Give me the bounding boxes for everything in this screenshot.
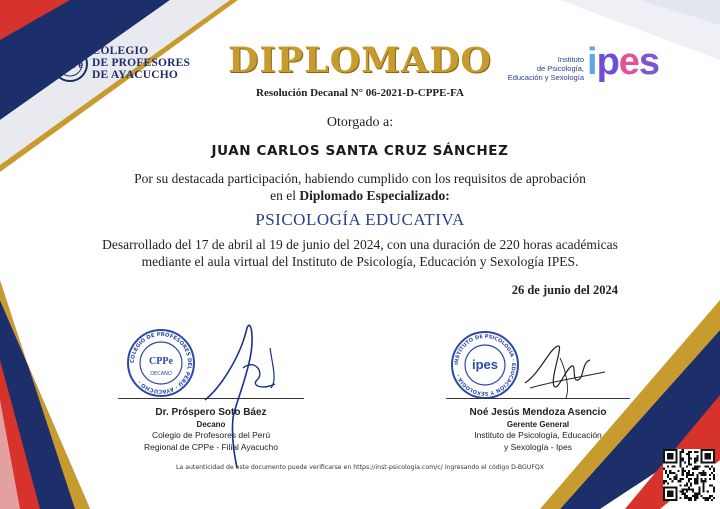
svg-text:ipes: ipes — [471, 357, 499, 372]
ipes-logo-text: Instituto de Psicología, Educación y Sexología — [507, 55, 584, 82]
ipes-letter: i — [587, 41, 597, 83]
ipes-seal-icon — [450, 330, 520, 400]
signatory-1: Dr. Próspero Soto Báez Decano Colegio de Profesores del Perú Regional de CPPe - Filial Ayacucho — [108, 407, 314, 453]
verification-note: La autenticidad de este documento puede verificarse en https://inst-psicologia.com/c/ ingresando el código D-BGUFQX — [175, 464, 544, 471]
signatory-1-org: Colegio de Profesores del Perú — [151, 430, 271, 440]
cppe-monogram: CPPe — [56, 59, 84, 71]
signatory-2-org: Instituto de Psicología, Educación — [474, 430, 602, 440]
issue-date: 26 de junio del 2024 — [511, 283, 618, 297]
diploma-title: DIPLOMADO — [228, 40, 492, 81]
signature-line-2 — [446, 398, 630, 399]
ipes-letter: e — [618, 41, 639, 83]
svg-text:COLEGIO DE PROFESORES DEL PERÚ: COLEGIO DE PROFESORES DEL PERÚ · AYACUCHO · — [129, 331, 193, 395]
svg-text:DECANO: DECANO — [150, 371, 172, 377]
awarded-to-label: Otorgado a: — [326, 115, 394, 130]
svg-text:INSTITUTO DE PSICOLOGÍA · EDUC: INSTITUTO DE PSICOLOGÍA · EDUCACIÓN Y SEXOLOGÍA · — [453, 333, 517, 397]
course-name: PSICOLOGÍA EDUCATIVA — [255, 210, 465, 229]
description: Por su destacada participación, habiendo cumplido con los requisitos de aprobación en el Diplomado Especializado: — [134, 171, 586, 203]
ipes-letter: s — [638, 41, 660, 83]
ipes-letter: p — [596, 41, 619, 83]
signatory-1-name: Dr. Próspero Soto Báez — [155, 407, 267, 418]
cppe-logo-icon — [50, 43, 90, 85]
signatory-2-role: Gerente General — [506, 420, 570, 429]
svg-text:CPPe: CPPe — [149, 356, 173, 367]
qr-code-icon[interactable] — [663, 449, 715, 501]
signature-line-1 — [118, 398, 304, 399]
course-details: Desarrollado del 17 de abril al 19 de junio del 2024, con una duración de 220 horas académicas mediante el aula virtual del Instituto de Psicología, Educación y Sexología IPES. — [102, 237, 618, 269]
resolution-number: Resolución Decanal N° 06-2021-D-CPPE-FA — [256, 87, 464, 99]
signatory-2: Noé Jesús Mendoza Asencio Gerente General Instituto de Psicología, Educación y Sexología - Ipes — [430, 407, 646, 453]
recipient-name: JUAN CARLOS SANTA CRUZ SÁNCHEZ — [211, 143, 509, 159]
signatory-1-role: Decano — [196, 420, 226, 429]
cppe-logo-text: COLEGIO DE PROFESORES DE AYACUCHO — [92, 45, 191, 81]
signatory-2-name: Noé Jesús Mendoza Asencio — [469, 407, 607, 418]
ipes-logo-wordmark — [587, 42, 659, 82]
